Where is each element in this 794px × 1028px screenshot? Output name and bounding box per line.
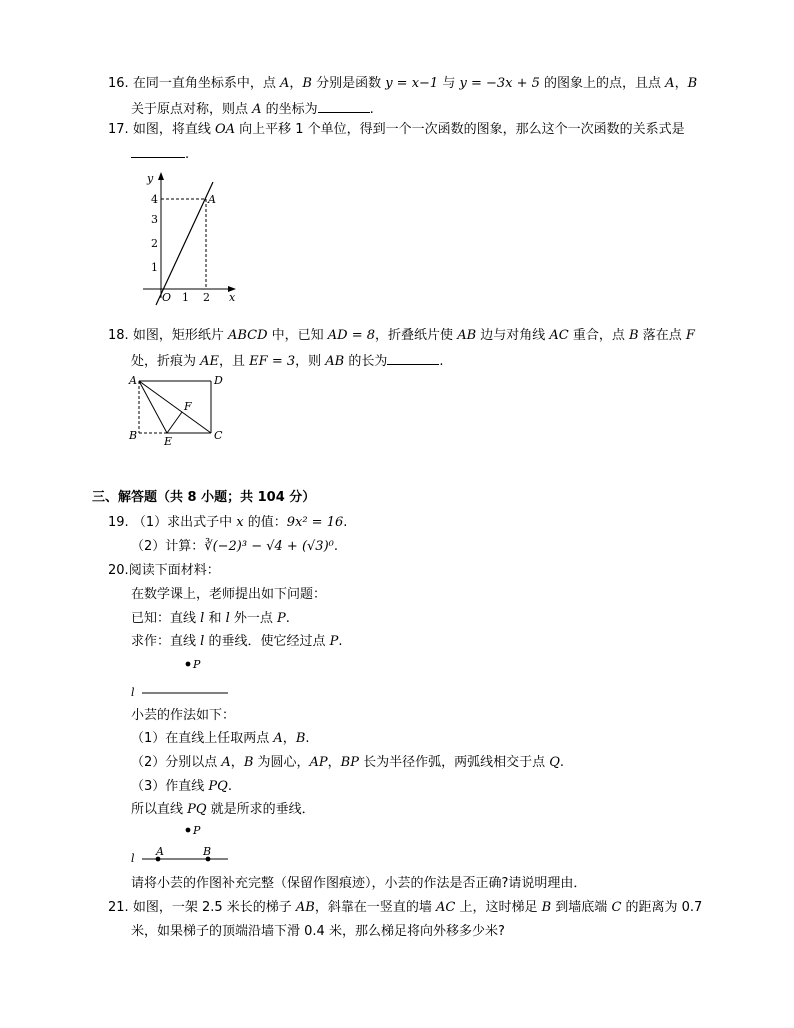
- q20-step4: 所以直线 PQ 就是所求的垂线．: [131, 802, 315, 817]
- origin-label: O: [162, 291, 172, 304]
- q18-figure: [128, 372, 228, 448]
- q18-line2: 处，折痕为 AE，且 EF = 3，则 AB 的长为 .: [131, 354, 444, 369]
- point-P: [186, 662, 191, 667]
- q17-number: 17.: [108, 122, 129, 137]
- label-C: C: [214, 429, 223, 442]
- y-tick-1: 1: [151, 261, 158, 274]
- q20-l2: 已知：直线 l 和 l 外一点 P.: [131, 611, 290, 626]
- label-B: B: [203, 845, 212, 858]
- answer-blank: [387, 352, 439, 365]
- label-A: A: [129, 374, 137, 387]
- label-D: D: [214, 374, 223, 387]
- section-3-heading: 三、解答题（共 8 小题；共 104 分）: [92, 490, 316, 505]
- point-A-label: A: [208, 193, 216, 206]
- point-P: [186, 828, 191, 833]
- segment-EF: [167, 412, 182, 433]
- q20-step1: （1）在直线上任取两点 A，B.: [131, 731, 310, 746]
- q21-number: 21.: [108, 900, 129, 915]
- q17-line2: .: [131, 145, 189, 163]
- label-B: B: [129, 429, 138, 442]
- x-tick-2: 2: [203, 291, 210, 304]
- q16-number: 16.: [108, 76, 129, 91]
- q17-line1: 17. 如图，将直线 OA 向上平移 1 个单位，得到一个一次函数的图象，那么这个一次函数的关系式是: [108, 122, 685, 137]
- y-tick-3: 3: [151, 213, 158, 226]
- q20-figure-2: [128, 822, 238, 868]
- crease-AE: [139, 381, 167, 433]
- q18-number: 18.: [108, 328, 129, 343]
- q20-figure-1: [128, 656, 238, 702]
- q16-line2: 关于原点对称，则点 A 的坐标为 .: [131, 102, 374, 117]
- q21-line1: 21. 如图，一架 2.5 米长的梯子 AB，斜靠在一竖直的墙 AC 上，这时梯足 B 到墙底端 C 的距离为 0.7: [108, 900, 703, 915]
- label-E: E: [164, 435, 173, 448]
- label-l: l: [131, 686, 135, 699]
- label-P: P: [193, 658, 201, 671]
- q19-number: 19.: [108, 515, 129, 530]
- y-tick-2: 2: [151, 237, 158, 250]
- answer-blank: [318, 100, 370, 113]
- q20-method: 小芸的作法如下：: [131, 708, 236, 723]
- y-tick-4: 4: [151, 193, 158, 206]
- q16-line1: 16. 在同一直角坐标系中，点 A，B 分别是函数 y = x−1 与 y = −3x + 5 的图象上的点，且点 A，B: [108, 76, 698, 91]
- q18-line1: 18. 如图，矩形纸片 ABCD 中，已知 AD = 8，折叠纸片使 AB 边与对角线 AC 重合，点 B 落在点 F: [108, 328, 695, 343]
- line-OA: [156, 182, 213, 305]
- label-A: A: [156, 845, 164, 858]
- diagonal-AC: [139, 381, 211, 433]
- q21-line2: 米，如果梯子的顶端沿墙下滑 0.4 米，那么梯足将向外移多少米?: [131, 924, 505, 939]
- y-axis-label: y: [147, 172, 154, 185]
- q19-part2: （2）计算：∛(−2)³ − √4 + (√3)⁰.: [131, 539, 339, 554]
- q17-graph: [135, 168, 245, 310]
- q19-part1: 19. （1）求出式子中 x 的值：9x² = 16.: [108, 515, 348, 530]
- q20-l3: 求作：直线 l 的垂线．使它经过点 P.: [131, 634, 343, 649]
- label-F: F: [184, 400, 192, 413]
- answer-blank: [131, 145, 185, 158]
- q20-number: 20.: [108, 563, 129, 578]
- q20-step3: （3）作直线 PQ.: [131, 779, 232, 794]
- y-axis-arrow: [158, 172, 164, 180]
- q20-ask: 请将小芸的作图补充完整（保留作图痕迹），小芸的作法是否正确?请说明理由．: [131, 876, 587, 891]
- x-axis-label: x: [229, 291, 236, 304]
- label-l: l: [131, 852, 135, 865]
- q20-step2: （2）分别以点 A，B 为圆心，AP，BP 长为半径作弧，两弧线相交于点 Q.: [131, 755, 565, 770]
- label-P: P: [193, 824, 201, 837]
- q20-l1: 在数学课上，老师提出如下问题：: [131, 587, 327, 602]
- x-tick-1: 1: [182, 291, 189, 304]
- q20-intro: 20.阅读下面材料：: [108, 563, 220, 578]
